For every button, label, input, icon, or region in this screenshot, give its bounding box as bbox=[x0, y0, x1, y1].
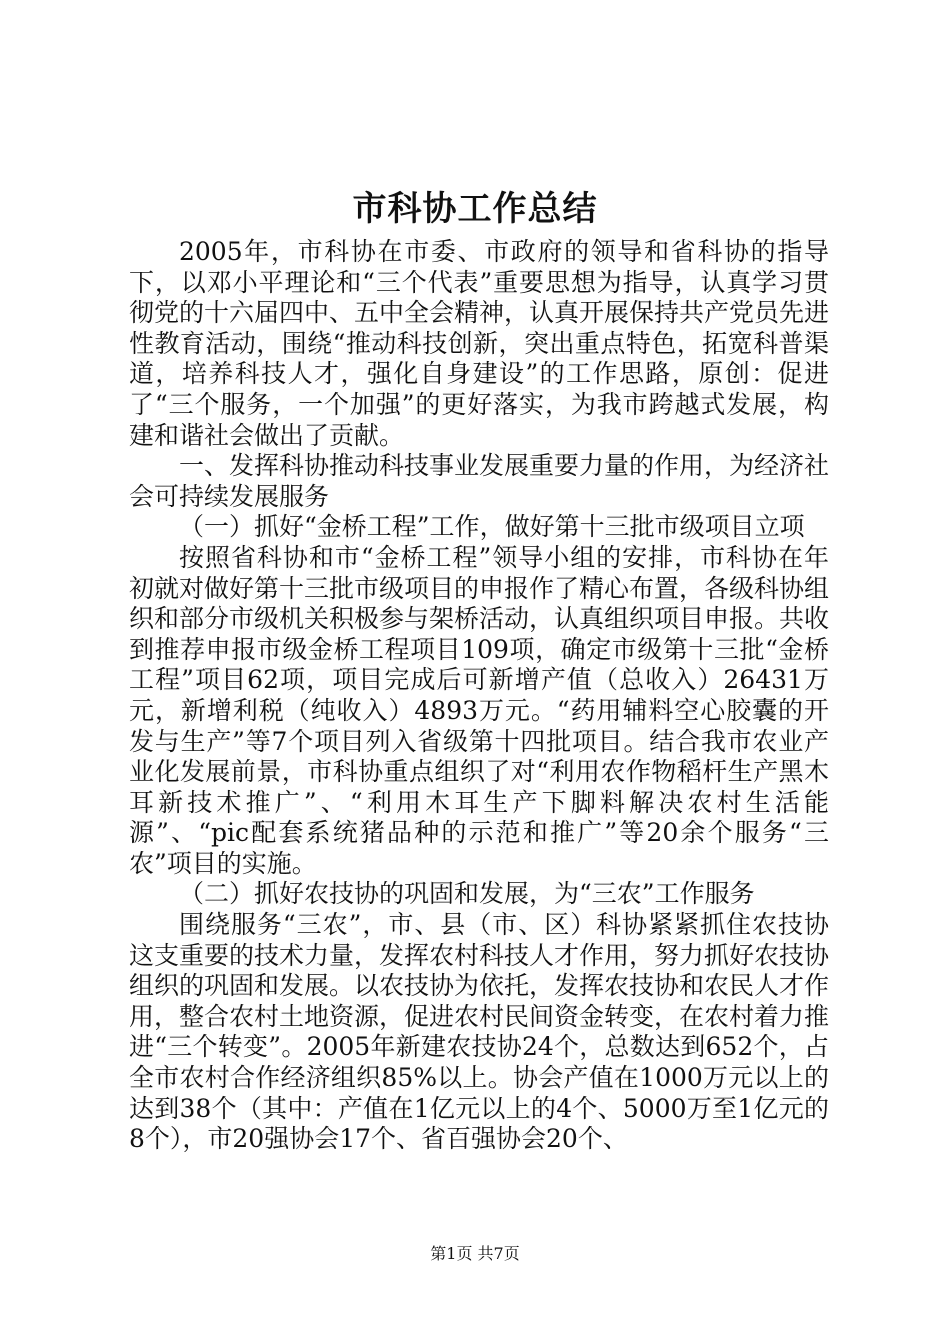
document-title: 市科协工作总结 bbox=[352, 189, 598, 229]
paragraph-intro: 2005年，市科协在市委、市政府的领导和省科协的指导下，以邓小平理论和“三个代表”重要思想为指导，认真学习贯彻党的十六届四中、五中全会精神，认真开展保持共产党员先进性教育活动，围绕“推动科技创新，突出重点特色，拓宽科普渠道，培养科技人才，强化自身建设”的工作思路，原创：促进了“三个服务，一个加强”的更好落实，为我市跨越式发展，构建和谐社会做出了贡献。 bbox=[129, 237, 830, 450]
document-body bbox=[129, 237, 829, 1155]
paragraph-golden-bridge: 按照省科协和市“金桥工程”领导小组的安排，市科协在年初就对做好第十三批市级项目的申报作了精心布置，各级科协组织和部分市级机关积极参与架桥活动，认真组织项目申报。共收到推荐申报市级金桥工程项目109项，确定市级第十三批“金桥工程”项目62项，项目完成后可新增产值（总收入）26431万元，新增利税（纯收入）4893万元。“药用辅料空心胶囊的开发与生产”等7个项目列入省级第十四批项目。结合我市农业产业化发展前景，市科协重点组织了对“利用农作物稻杆生产黑木耳新技术推广”、“利用木耳生产下脚料解决农村生活能源”、“pic配套系统猪品种的示范和推广”等20余个服务“三农”项目的实施。 bbox=[129, 542, 830, 878]
subsection-heading-1: （一）抓好“金桥工程”工作，做好第十三批市级项目立项 bbox=[179, 512, 805, 542]
section-heading-1: 一、发挥科协推动科技事业发展重要力量的作用，为经济社会可持续发展服务 bbox=[129, 451, 830, 511]
subsection-heading-2: （二）抓好农技协的巩固和发展，为“三农”工作服务 bbox=[179, 879, 755, 909]
page-number-footer: 第1页 共7页 bbox=[430, 1244, 520, 1263]
paragraph-agri-associations: 围绕服务“三农”，市、县（市、区）科协紧紧抓住农技协这支重要的技术力量，发挥农村科技人才作用，努力抓好农技协组织的巩固和发展。以农技协为依托，发挥农技协和农民人才作用，整合农村土地资源，促进农村民间资金转变，在农村着力推进“三个转变”。2005年新建农技协24个，总数达到652个，占全市农村合作经济组织85%以上。协会产值在1000万元以上的达到38个（其中：产值在1亿元以上的4个、5000万至1亿元的8个），市20强协会17个、省百强协会20个、 bbox=[129, 910, 830, 1154]
